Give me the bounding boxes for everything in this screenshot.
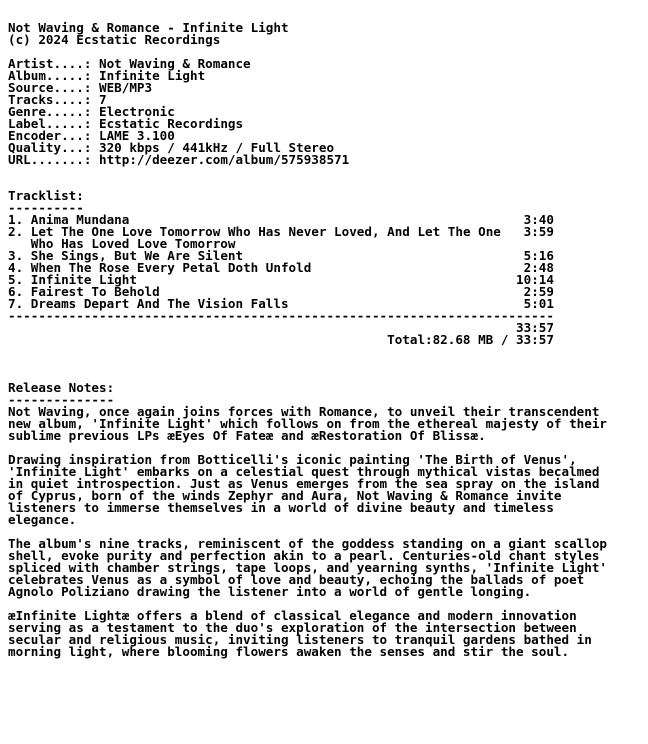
total-time: 33:57 — [516, 320, 554, 335]
blank-line — [8, 358, 644, 370]
copyright-line — [8, 34, 644, 46]
release-notes-text: elegance. — [8, 512, 77, 527]
track-time: 5:01 — [523, 296, 554, 311]
tracklist-heading — [8, 190, 644, 202]
track-title: She Sings, But We Are Silent — [30, 248, 244, 263]
track-number: 3. — [8, 248, 24, 263]
info-label: Album.....: — [8, 68, 92, 83]
track-time: 5:16 — [523, 248, 554, 263]
nfo-document — [8, 22, 644, 658]
release-notes-text: spliced with chamber strings, tape loops, and yearning synths, 'Infinite Light' — [8, 560, 607, 575]
track-time: 3:59 — [523, 224, 554, 239]
track-number: 4. — [8, 260, 24, 275]
track-time: 10:14 — [516, 272, 554, 287]
blank-line — [8, 166, 644, 178]
track-number: 1. — [8, 212, 24, 227]
info-value: 7 — [99, 92, 107, 107]
info-value: Ecstatic Recordings — [99, 116, 244, 131]
release-notes-text: æInfinite Lightæ offers a blend of classical elegance and modern innovation — [8, 608, 577, 623]
info-value: 320 kbps / 441kHz / Full Stereo — [99, 140, 335, 155]
release-notes-text: secular and religious music, inviting listeners to tranquil gardens bathed in — [8, 632, 592, 647]
info-row — [8, 154, 644, 166]
release-notes-text: shell, evoke purity and perfection akin to a pearl. Centuries-old chant styles — [8, 548, 600, 563]
release-title-text: Not Waving & Romance - Infinite Light — [8, 20, 289, 35]
info-label: Label.....: — [8, 116, 92, 131]
tracklist-underline-text: ---------- — [8, 200, 84, 215]
track-title: Fairest To Behold — [30, 284, 160, 299]
info-label: Quality...: — [8, 140, 92, 155]
info-value: LAME 3.100 — [99, 128, 175, 143]
track-time: 3:40 — [523, 212, 554, 227]
release-notes-text: of Cyprus, born of the winds Zephyr and Aura, Not Waving & Romance invite — [8, 488, 562, 503]
release-notes-text: The album's nine tracks, reminiscent of the goddess standing on a giant scallop — [8, 536, 607, 551]
blank-line — [8, 178, 644, 190]
track-title: Infinite Light — [30, 272, 137, 287]
release-notes-text: celebrates Venus as a symbol of love and beauty, echoing the ballads of poet — [8, 572, 585, 587]
track-time: 2:59 — [523, 284, 554, 299]
release-notes-text: Agnolo Poliziano drawing the listener into a world of gentle longing. — [8, 584, 532, 599]
release-notes-text: Drawing inspiration from Botticelli's iconic painting 'The Birth of Venus', — [8, 452, 577, 467]
separator-text: ------------------------------------------------------------------------ — [8, 308, 554, 323]
release-notes-underline-text: -------------- — [8, 392, 115, 407]
release-notes-line — [8, 646, 644, 658]
info-label: URL.......: — [8, 152, 92, 167]
track-number: 5. — [8, 272, 24, 287]
release-notes-text: new album, 'Infinite Light' which follows on from the ethereal majesty of their — [8, 416, 607, 431]
copyright-text: (c) 2024 Ecstatic Recordings — [8, 32, 221, 47]
info-label: Tracks....: — [8, 92, 92, 107]
track-time: 2:48 — [523, 260, 554, 275]
release-notes-line — [8, 586, 644, 598]
release-notes-line — [8, 502, 644, 514]
total-size-row — [8, 334, 644, 346]
release-notes-text: listeners to immerse themselves in a world of divine beauty and timeless — [8, 500, 554, 515]
track-number: 6. — [8, 284, 24, 299]
track-number: 2. — [8, 224, 24, 239]
track-title: Dreams Depart And The Vision Falls — [30, 296, 289, 311]
info-label: Artist....: — [8, 56, 92, 71]
release-notes-line — [8, 430, 644, 442]
info-value: http://deezer.com/album/575938571 — [99, 152, 350, 167]
release-notes-text: 'Infinite Light' embarks on a celestial quest through mythical vistas becalmed — [8, 464, 600, 479]
track-number: 7. — [8, 296, 24, 311]
track-title: When The Rose Every Petal Doth Unfold — [30, 260, 312, 275]
info-label: Encoder...: — [8, 128, 92, 143]
release-notes-line — [8, 514, 644, 526]
info-value: Electronic — [99, 104, 175, 119]
total-size: Total:82.68 MB / 33:57 — [387, 332, 554, 347]
release-notes-text: sublime previous LPs æEyes Of Fateæ and æRestoration Of Blissæ. — [8, 428, 486, 443]
info-value: WEB/MP3 — [99, 80, 153, 95]
info-value: Infinite Light — [99, 68, 206, 83]
track-title: Anima Mundana — [30, 212, 130, 227]
info-value: Not Waving & Romance — [99, 56, 251, 71]
info-label: Genre.....: — [8, 104, 92, 119]
track-title: Let The One Love Tomorrow Who Has Never Loved, And Let The One — [30, 224, 501, 239]
tracklist-heading-text: Tracklist: — [8, 188, 84, 203]
release-notes-text: serving as a testament to the duo's exploration of the intersection between — [8, 620, 577, 635]
release-notes-heading-text: Release Notes: — [8, 380, 115, 395]
blank-line — [8, 346, 644, 358]
release-notes-text: in quiet introspection. Just as Venus emerges from the sea spray on the island — [8, 476, 600, 491]
release-notes-text: Not Waving, once again joins forces with Romance, to unveil their transcendent — [8, 404, 600, 419]
release-notes-text: morning light, where blooming flowers awaken the senses and stir the soul. — [8, 644, 570, 659]
info-label: Source....: — [8, 80, 92, 95]
track-title-continued: Who Has Loved Love Tomorrow — [30, 236, 236, 251]
